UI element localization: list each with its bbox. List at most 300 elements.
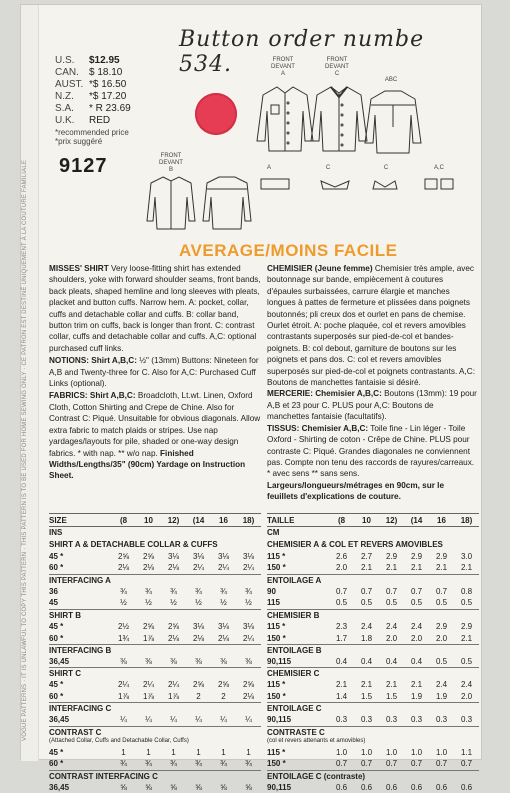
- table-header: [267, 513, 479, 527]
- row-label: 115 *: [267, 551, 286, 561]
- table-cell: 1⅞: [167, 691, 180, 701]
- table-cell: 2⅝: [117, 551, 130, 561]
- table-cell: ⅜: [195, 656, 202, 666]
- table-cell: 1.0: [360, 747, 373, 757]
- price-value: *$ 16.50: [89, 79, 127, 90]
- table-row: [49, 691, 261, 703]
- row-label: 45 *: [49, 680, 64, 690]
- table-cell: ¾: [120, 759, 127, 769]
- row-label: 90,115: [267, 656, 292, 666]
- row-label: 45 *: [49, 551, 64, 561]
- table-cell: 1.9: [410, 691, 423, 701]
- size-column-header: 16: [437, 515, 446, 525]
- table-cell: ¼: [220, 715, 227, 725]
- description-en-text: Very loose-fitting shirt has extended shoulders, yoke with forward shoulder seams, front bands, back pleats, shaped hemline and long sleeves with pleats, placket and button cuffs. Narrow hem. A: pocket, collar, cuffs and detachable collar and cuffs. B: collar band, button trim on cuffs, back is longer than front. C: contrast collar, cuffs and detachable collar and cuffs. A,C: optional purchased cuff links.: [49, 264, 261, 353]
- table-cell: 0.7: [435, 586, 448, 596]
- table-row: [267, 597, 479, 609]
- table-row: [49, 597, 261, 609]
- table-cell: ¼: [170, 715, 177, 725]
- section-title: CONTRAST INTERFACING C: [49, 770, 261, 782]
- section-note: (Attached Collar, Cuffs and Detachable Collar, Cuffs): [49, 738, 189, 745]
- price-country: U.K.: [55, 115, 75, 126]
- notions-en: [49, 355, 261, 389]
- row-label: 36,45: [49, 782, 70, 792]
- section-title: CONTRASTE C: [267, 726, 479, 738]
- table-row: [49, 679, 261, 691]
- section-note: (col et revers attenants et amovibles): [267, 738, 366, 745]
- table-cell: 2: [221, 691, 226, 701]
- table-cell: ¾: [145, 759, 152, 769]
- table-cell: 0.6: [360, 782, 373, 792]
- row-label: 115: [267, 598, 280, 608]
- table-cell: 2⅝: [217, 680, 230, 690]
- table-cell: ⅝: [170, 782, 177, 792]
- table-cell: 2.1: [385, 563, 398, 573]
- table-cell: ⅝: [245, 782, 252, 792]
- table-cell: 2.9: [435, 621, 448, 631]
- table-cell: ¾: [245, 586, 252, 596]
- table-cell: 3.0: [460, 551, 473, 561]
- row-label: 45 *: [49, 621, 64, 631]
- table-cell: 1⅞: [142, 691, 155, 701]
- table-cell: ⅜: [220, 656, 227, 666]
- table-cell: 2.1: [460, 633, 473, 643]
- table-row: [49, 714, 261, 726]
- row-label: 45 *: [49, 747, 64, 757]
- table-cell: 1⅞: [142, 633, 155, 643]
- row-label: 36: [49, 586, 58, 596]
- section-title: ENTOILAGE A: [267, 574, 479, 586]
- price-row: [55, 79, 165, 91]
- difficulty-heading: AVERAGE/MOINS FACILE: [179, 241, 398, 260]
- table-cell: 0.5: [385, 598, 398, 608]
- table-cell: 0.6: [410, 782, 423, 792]
- table-cell: 1: [121, 747, 126, 757]
- table-cell: 2⅝: [167, 621, 180, 631]
- table-cell: 2.0: [410, 633, 423, 643]
- table-cell: ¾: [120, 586, 127, 596]
- table-cell: 0.7: [335, 586, 348, 596]
- table-cell: ½: [220, 598, 227, 608]
- tissus-fr-title: TISSUS: Chemisier A,B,C:: [267, 423, 369, 433]
- row-label: 36,45: [49, 715, 70, 725]
- shirt-b-drawings: [145, 173, 265, 233]
- table-cell: 3⅛: [192, 621, 205, 631]
- table-cell: 2.7: [360, 551, 373, 561]
- table-cell: 0.4: [385, 656, 398, 666]
- table-cell: 0.7: [435, 759, 448, 769]
- table-cell: ¾: [195, 586, 202, 596]
- table-row: [267, 550, 479, 562]
- table-cell: ¼: [245, 715, 252, 725]
- size-column-header: 18): [242, 515, 255, 525]
- section-title: ENTOILAGE C (contraste): [267, 770, 479, 782]
- table-cell: ½: [120, 598, 127, 608]
- table-row: [267, 621, 479, 633]
- section-title: INTERFACING C: [49, 702, 261, 714]
- size-column-header: 16: [219, 515, 228, 525]
- table-cell: 2.9: [385, 551, 398, 561]
- table-cell: 0.6: [460, 782, 473, 792]
- table-cell: 2¼: [242, 633, 255, 643]
- price-country: N.Z.: [55, 91, 74, 102]
- size-column-header: 10: [144, 515, 153, 525]
- price-row: [55, 67, 165, 79]
- table-cell: 2.4: [460, 680, 473, 690]
- table-cell: 2.9: [410, 551, 423, 561]
- row-label: 60 *: [49, 759, 64, 769]
- row-label: 150 *: [267, 563, 286, 573]
- table-cell: 0.4: [360, 656, 373, 666]
- view-label-c: C: [325, 165, 331, 171]
- price-value: $ 18.10: [89, 67, 123, 78]
- table-cell: 2¼: [192, 563, 205, 573]
- table-cell: ⅝: [145, 782, 152, 792]
- table-row: [267, 691, 479, 703]
- pattern-number: 9127: [59, 155, 108, 177]
- unit-label: INS: [49, 528, 63, 537]
- table-row: [267, 679, 479, 691]
- table-cell: ¾: [220, 586, 227, 596]
- table-cell: 1.4: [335, 691, 348, 701]
- table-cell: 1⅞: [117, 691, 130, 701]
- table-cell: 2⅝: [142, 621, 155, 631]
- yardage-table-english: [49, 513, 261, 793]
- table-cell: 0.7: [460, 759, 473, 769]
- table-row: [49, 585, 261, 597]
- table-cell: 0.3: [385, 715, 398, 725]
- table-cell: ¾: [170, 759, 177, 769]
- section-title: SHIRT C: [49, 667, 261, 679]
- table-cell: 0.7: [385, 759, 398, 769]
- table-cell: 2.9: [435, 551, 448, 561]
- row-label: 115 *: [267, 747, 286, 757]
- table-cell: 2.4: [435, 680, 448, 690]
- table-cell: 3⅛: [242, 621, 255, 631]
- table-cell: 0.7: [335, 759, 348, 769]
- table-cell: 2.4: [385, 621, 398, 631]
- table-cell: 2.1: [385, 680, 398, 690]
- table-cell: 0.8: [460, 586, 473, 596]
- price-value: RED: [89, 115, 111, 126]
- table-cell: ¼: [195, 715, 202, 725]
- fabrics-en-text: Broadcloth, Lt.wt. Linen, Oxford Cloth, Cotton Shirting and Crepe de Chine. Also for Contrast C: Piqué. Unsuitable for obvious diagonals. Allow extra fabric to match plaids or stripes. Use nap yardages/layouts for pile, shaded or one-way design fabrics. * with nap. ** w/o nap.: [49, 391, 261, 458]
- mercerie-fr: [267, 388, 477, 422]
- english-description: [49, 263, 261, 482]
- table-cell: 1.0: [435, 747, 448, 757]
- size-label: SIZE: [49, 515, 67, 525]
- table-cell: ½: [195, 598, 202, 608]
- price-list: [55, 55, 165, 146]
- table-cell: 1: [246, 747, 251, 757]
- table-cell: 0.7: [410, 759, 423, 769]
- table-cell: ¾: [195, 759, 202, 769]
- price-value: *$ 17.20: [89, 91, 127, 102]
- price-row: [55, 103, 165, 115]
- table-cell: 2: [196, 691, 201, 701]
- table-cell: 2⅝: [242, 680, 255, 690]
- collar-cuff-drawings: [259, 173, 459, 199]
- price-country: AUST.: [55, 79, 84, 90]
- table-cell: 1: [221, 747, 226, 757]
- size-column-header: 12): [385, 515, 398, 525]
- table-cell: 2.1: [360, 680, 373, 690]
- table-cell: 2.0: [385, 633, 398, 643]
- table-cell: 1.1: [460, 747, 473, 757]
- table-cell: 0.6: [435, 782, 448, 792]
- table-cell: 2¼: [142, 680, 155, 690]
- table-cell: ½: [245, 598, 252, 608]
- table-row: [267, 585, 479, 597]
- table-cell: 1.5: [385, 691, 398, 701]
- table-row: [49, 758, 261, 770]
- table-cell: 1.5: [360, 691, 373, 701]
- finished-en: Finished Widths/Lengths/35" (90cm) Yardage on Instruction Sheet.: [49, 448, 246, 481]
- table-cell: 3⅛: [167, 551, 180, 561]
- price-country: S.A.: [55, 103, 74, 114]
- size-column-header: (14: [410, 515, 423, 525]
- row-label: 60 *: [49, 563, 64, 573]
- section-title: ENTOILAGE C: [267, 702, 479, 714]
- table-row: [267, 632, 479, 644]
- table-row: [267, 562, 479, 574]
- finished-fr: Largeurs/longueurs/métrages en 90cm, sur le feuillets d'explications de couture.: [267, 480, 445, 502]
- table-cell: 1.8: [360, 633, 373, 643]
- price-country: CAN.: [55, 67, 79, 78]
- table-cell: 3⅛: [217, 551, 230, 561]
- table-header: [49, 513, 261, 527]
- row-label: 115 *: [267, 621, 286, 631]
- table-cell: 0.5: [435, 598, 448, 608]
- table-row: [267, 714, 479, 726]
- table-cell: 0.5: [360, 598, 373, 608]
- description-en: [49, 263, 261, 354]
- table-cell: 2.1: [410, 680, 423, 690]
- table-cell: ½: [170, 598, 177, 608]
- unit-label: CM: [267, 528, 280, 537]
- table-row: [267, 781, 479, 793]
- table-cell: ¼: [120, 715, 127, 725]
- table-cell: 0.7: [360, 759, 373, 769]
- side-strip: [21, 5, 39, 761]
- row-label: 90,115: [267, 715, 292, 725]
- description-fr-title: CHEMISIER (Jeune femme): [267, 264, 373, 273]
- view-label-front-a: FRONT DEVANT A: [271, 57, 295, 77]
- table-cell: 2⅛: [142, 563, 155, 573]
- description-en-title: MISSES' SHIRT: [49, 264, 109, 273]
- table-cell: 1.0: [410, 747, 423, 757]
- size-column-header: 10: [362, 515, 371, 525]
- size-column-header: (14: [192, 515, 205, 525]
- table-row: [49, 632, 261, 644]
- table-cell: ⅜: [120, 656, 127, 666]
- view-label-abc: ABC: [384, 77, 398, 83]
- price-value: $12.95: [89, 55, 120, 66]
- table-cell: ¾: [245, 759, 252, 769]
- mercerie-fr-title: MERCERIE: Chemisier A,B,C:: [267, 389, 382, 399]
- table-cell: 2⅛: [117, 563, 130, 573]
- table-cell: 0.4: [335, 656, 348, 666]
- table-cell: 1: [146, 747, 151, 757]
- size-column-header: (8: [119, 515, 128, 525]
- price-row: [55, 115, 165, 127]
- table-cell: 2.1: [360, 563, 373, 573]
- section-title: SHIRT A & DETACHABLE COLLAR & CUFFS: [49, 539, 218, 549]
- table-cell: 2¼: [217, 563, 230, 573]
- row-label: 115 *: [267, 680, 286, 690]
- table-cell: 0.5: [410, 598, 423, 608]
- table-cell: 0.7: [385, 586, 398, 596]
- table-cell: ¼: [145, 715, 152, 725]
- handwritten-note: Button order numbe 534.: [179, 27, 425, 77]
- table-cell: 1: [171, 747, 176, 757]
- table-cell: 2⅝: [142, 551, 155, 561]
- tissus-fr-text: Toile fine - Lin léger - Toile Oxford - Shirting de coton - Crêpe de Chine. PLUS pour contraste C: Piqué. Grandes diagonales ne conviennent pas. Compte non tenu des raccords de rayures/carreaux. * avec sens ** sans sens.: [267, 423, 475, 479]
- table-cell: 1.7: [335, 633, 348, 643]
- table-cell: 2.1: [460, 563, 473, 573]
- size-column-header: 18): [460, 515, 473, 525]
- table-cell: 0.3: [360, 715, 373, 725]
- mercerie-fr-text: Boutons (13mm): 19 pour A,B et 23 pour C. PLUS pour A,C: Boutons de manchettes fantaisie (facultatifs).: [267, 389, 477, 422]
- view-label-ac: A,C: [433, 165, 444, 171]
- french-description: [267, 263, 477, 503]
- table-cell: ⅜: [170, 656, 177, 666]
- table-row: [49, 550, 261, 562]
- section-title: SHIRT B: [49, 609, 261, 621]
- view-label-a: A: [266, 165, 271, 171]
- table-cell: 2.6: [335, 551, 348, 561]
- table-cell: 0.5: [460, 656, 473, 666]
- row-label: 90: [267, 586, 276, 596]
- section-title: INTERFACING B: [49, 644, 261, 656]
- table-cell: 2¼: [117, 680, 130, 690]
- row-label: 45: [49, 598, 58, 608]
- price-value: * R 23.69: [89, 103, 131, 114]
- view-label-front-b: FRONT DEVANT B: [159, 153, 183, 173]
- table-cell: 2.1: [435, 563, 448, 573]
- fabrics-en: [49, 390, 261, 481]
- row-label: 150 *: [267, 759, 286, 769]
- table-cell: 1.0: [335, 747, 348, 757]
- section-title: CHEMISIER C: [267, 667, 479, 679]
- table-cell: 0.5: [460, 598, 473, 608]
- table-cell: ⅝: [120, 782, 127, 792]
- yardage-table-french: [267, 513, 479, 793]
- recommended-price-note: *recommended price *prix suggéré: [55, 128, 129, 146]
- price-row: [55, 55, 165, 67]
- section-title: INTERFACING A: [49, 574, 261, 586]
- section-title: CONTRAST C: [49, 726, 261, 738]
- table-cell: ¾: [170, 586, 177, 596]
- table-cell: 0.6: [335, 782, 348, 792]
- size-column-header: 12): [167, 515, 180, 525]
- row-label: 60 *: [49, 691, 64, 701]
- price-country: U.S.: [55, 55, 75, 66]
- table-cell: 0.6: [385, 782, 398, 792]
- notions-en-text: ½" (13mm) Buttons: Nineteen for A,B and Twenty-three for C. Also for A,C: Purchased Cuff Links (optional).: [49, 356, 259, 389]
- table-cell: 2.1: [335, 680, 348, 690]
- table-cell: 0.3: [435, 715, 448, 725]
- table-cell: 0.5: [435, 656, 448, 666]
- row-label: 150 *: [267, 691, 286, 701]
- table-cell: 2.4: [410, 621, 423, 631]
- table-cell: 0.7: [360, 586, 373, 596]
- description-fr-text: Chemisier très ample, avec boutonnage sur bande, empiècement à coutures d'épaules surbaissées, carrure élargie et manches longues à pattes de fermeture et plissées dans poignets boutonnés; pli creux dos et ourlet en pans de chemise. Ourlet étroit. A: poche plaquée, col et revers amovibles contrastants superposés sur pied-de-col et bandes-poignets. B: col debout, garniture de boutons sur les poignets et pans dos. C: col et revers amovibles superposés sur pied-de-col et poignets contrastants. A,C: Boutons de manchettes fantaisie si désiré.: [267, 264, 475, 388]
- shirt-abc-back-drawing: [363, 87, 423, 157]
- table-cell: 0.5: [335, 598, 348, 608]
- table-cell: 0.3: [460, 715, 473, 725]
- table-row: [267, 746, 479, 758]
- table-cell: 2.0: [435, 633, 448, 643]
- notions-en-title: NOTIONS: Shirt A,B,C:: [49, 356, 137, 366]
- table-cell: 0.7: [410, 586, 423, 596]
- table-cell: 2⅝: [192, 680, 205, 690]
- shirt-a-front-drawing: [255, 81, 315, 157]
- side-legal-text: VOGUE PATTERNS · IT IS UNLAWFUL TO COPY THIS PATTERN · THIS PATTERN IS TO BE USED FOR HOME SEWING ONLY · CE PATRON EST DESTINÉ UNIQUEMENT À LA COUTURE FAMILIALE: [22, 159, 28, 741]
- section-title: CHEMISIER B: [267, 609, 479, 621]
- table-cell: 0.4: [410, 656, 423, 666]
- table-cell: ½: [145, 598, 152, 608]
- table-cell: 0.3: [335, 715, 348, 725]
- table-row: [49, 562, 261, 574]
- table-row: [49, 746, 261, 758]
- table-cell: 0.3: [410, 715, 423, 725]
- table-cell: 2.0: [335, 563, 348, 573]
- view-label-c2: C: [383, 165, 389, 171]
- table-cell: 2¼: [242, 563, 255, 573]
- table-cell: 1¾: [117, 633, 130, 643]
- table-cell: 2½: [117, 621, 130, 631]
- table-row: [267, 758, 479, 770]
- section-title: CHEMISIER A & COL ET REVERS AMOVIBLES: [267, 539, 443, 549]
- table-cell: 3⅛: [242, 551, 255, 561]
- pattern-envelope-back: [20, 4, 482, 792]
- table-cell: 2.0: [460, 691, 473, 701]
- table-cell: 3⅛: [192, 551, 205, 561]
- size-column-header: (8: [337, 515, 346, 525]
- table-cell: 2.9: [460, 621, 473, 631]
- table-row: [267, 656, 479, 668]
- table-cell: ¾: [145, 586, 152, 596]
- table-cell: 1.0: [385, 747, 398, 757]
- table-cell: 2⅛: [167, 563, 180, 573]
- color-swatch: [195, 93, 237, 135]
- fabrics-en-title: FABRICS: Shirt A,B,C:: [49, 391, 136, 401]
- tissus-fr: [267, 423, 477, 503]
- table-cell: 2⅛: [167, 633, 180, 643]
- section-title: ENTOILAGE B: [267, 644, 479, 656]
- table-cell: ¾: [220, 759, 227, 769]
- size-label: TAILLE: [267, 515, 295, 525]
- table-cell: 2.3: [335, 621, 348, 631]
- table-row: [49, 621, 261, 633]
- table-cell: 2.4: [360, 621, 373, 631]
- shirt-c-front-drawing: [309, 81, 369, 157]
- price-row: [55, 91, 165, 103]
- table-row: [49, 781, 261, 793]
- row-label: 60 *: [49, 633, 64, 643]
- view-label-front-c: FRONT DEVANT C: [325, 57, 349, 77]
- table-cell: 2⅛: [217, 633, 230, 643]
- table-cell: 2.1: [410, 563, 423, 573]
- table-cell: 1.9: [435, 691, 448, 701]
- table-cell: ⅝: [220, 782, 227, 792]
- table-cell: ⅜: [245, 656, 252, 666]
- table-cell: 2⅛: [242, 691, 255, 701]
- row-label: 150 *: [267, 633, 286, 643]
- table-cell: 1: [196, 747, 201, 757]
- table-cell: 2⅛: [192, 633, 205, 643]
